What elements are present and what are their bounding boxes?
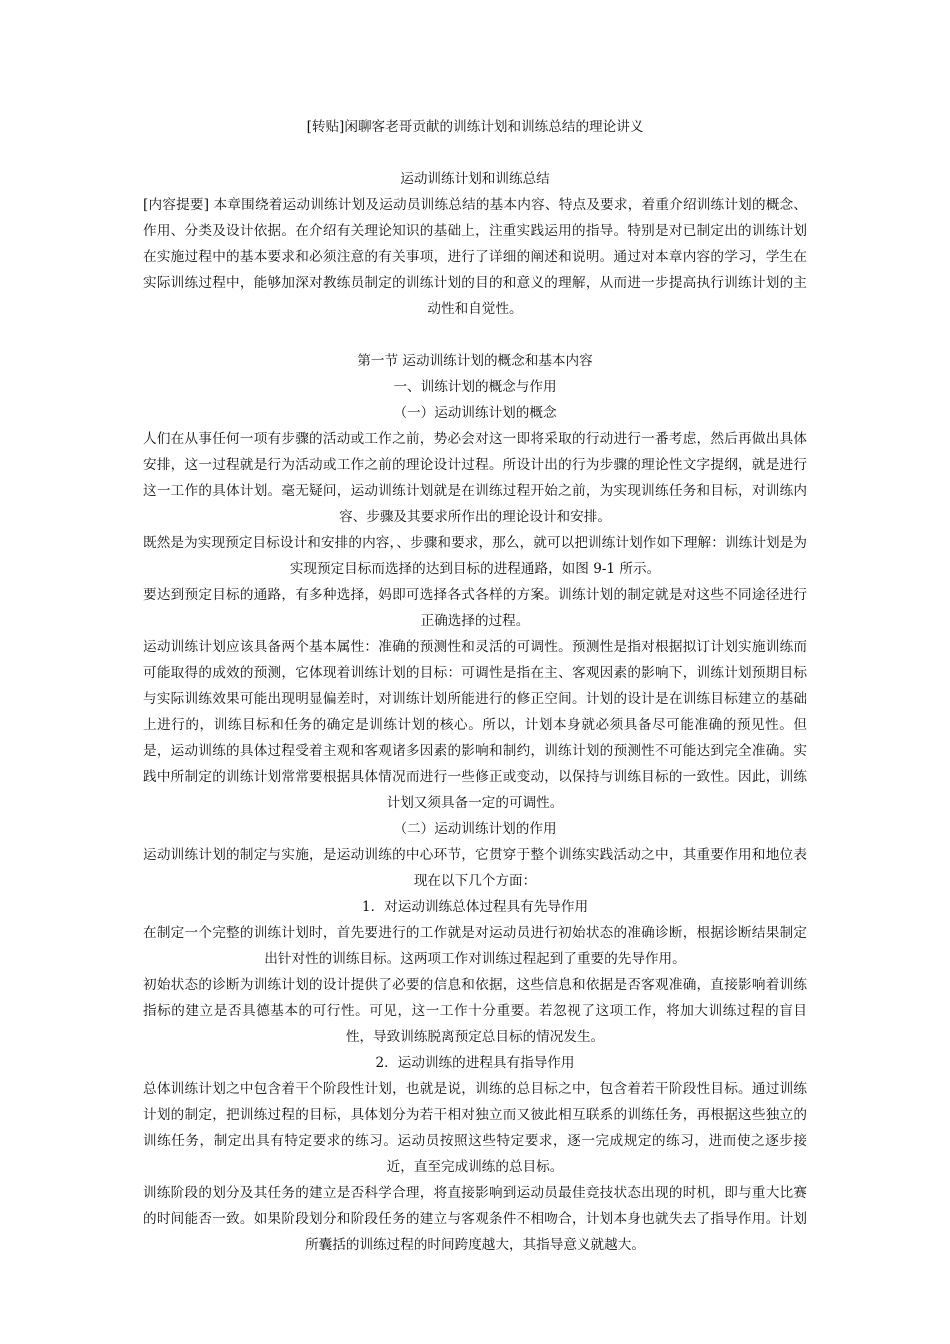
paragraph-5: 运动训练计划的制定与实施，是运动训练的中心环节，它贯穿于整个训练实践活动之中，其重要作用和地位表现在以下几个方面： [143,847,807,889]
paragraph-9: 训练阶段的划分及其任务的建立是否科学合理，将直接影响到运动员最佳竞技状态出现的时机，即与重大比赛的时间能否一致。如果阶段划分和阶段任务的建立与客观条件不相吻合，计划本身也就失去了指导作用。计划所囊括的训练过程的时间跨度越大，其指导意义就越大。 [143,1185,807,1253]
point-heading-1: 1．对运动训练总体过程具有先导作用 [361,899,589,915]
document-title: [转贴]闲聊客老哥贡献的训练计划和训练总结的理论讲义 [306,119,644,135]
paragraph-7: 初始状态的诊断为训练计划的设计提供了必要的信息和依据，这些信息和依据是否客观准确，直接影响着训练指标的建立是否具德基本的可行性。可见，这一工作十分重要。若忽视了这项工作，将加大训练过程的盲目性，导致训练脱离预定总目标的情况发生。 [143,977,807,1045]
paragraph-6: 在制定一个完整的训练计划时，首先要进行的工作就是对运动员进行初始状态的准确诊断，根据诊断结果制定出针对性的训练目标。这两项工作对训练过程起到了重要的先导作用。 [143,925,807,967]
paragraph-3: 要达到预定目标的通路，有多种选择，妈即可选择各式各样的方案。训练计划的制定就是对这些不同途径进行正确选择的过程。 [143,587,807,629]
summary-paragraph: [内容提要] 本章围绕着运动训练计划及运动员训练总结的基本内容、特点及要求，着重介绍训练计划的概念、作用、分类及设计依据。在介绍有关理论知识的基础上，注重实践运用的指导。特别是对已制定出的训练计划在实施过程中的基本要求和必须注意的有关事项，进行了详细的阐述和说明。通过对本章内容的学习，学生在实际训练过程中，能够加深对教练员制定的训练计划的目的和意义的理解，从而进一步提高执行训练计划的主动性和自觉性。 [143,197,807,317]
paragraph-4: 运动训练计划应该具备两个基本属性：准确的预测性和灵活的可调性。预测性是指对根据拟订计划实施训练而可能取得的成效的预测，它体现着训练计划的目标：可调性是指在主、客观因素的影响下，训练计划预期目标与实际训练效果可能出现明显偏差时，对训练计划所能进行的修正空间。计划的设计是在训练目标建立的基础上进行的，训练目标和任务的确定是训练计划的核心。所以，计划本身就必须具备尽可能准确的预见性。但是，运动训练的具体过程受着主观和客观诸多因素的影响和制约，训练计划的预测性不可能达到完全准确。实践中所制定的训练计划常常要根据具体情况而进行一些修正或变动，以保持与训练目标的一致性。因此，训练计划又须具备一定的可调性。 [143,639,807,811]
point-heading-2: 2．运动训练的进程具有指导作用 [375,1055,575,1071]
section-title: 第一节 运动训练计划的概念和基本内容 [357,353,593,369]
subsubsection-heading-1: （一）运动训练计划的概念 [393,405,557,421]
subsection-heading-1: 一、训练计划的概念与作用 [393,379,557,395]
paragraph-2: 既然是为实现预定目标设计和安排的内容，、步骤和要求，那么，就可以把训练计划作如下理解：训练计划是为实现预定目标而选择的达到目标的进程通路，如图 9-1 所示。 [143,535,807,577]
document-body [143,114,807,1258]
subsubsection-heading-2: （二）运动训练计划的作用 [393,821,557,837]
chapter-title: 运动训练计划和训练总结 [400,171,550,187]
paragraph-8: 总体训练计划之中包含着干个阶段性计划，也就是说，训练的总目标之中，包含着若干阶段性目标。通过训练计划的制定，把训练过程的目标，具体划分为若干相对独立而又彼此相互联系的训练任务，再根据这些独立的训练任务，制定出具有特定要求的练习。运动员按照这些特定要求，逐一完成规定的练习，进而使之逐步接近，直至完成训练的总目标。 [143,1081,807,1175]
paragraph-1: 人们在从事任何一项有步骤的活动或工作之前，势必会对这一即将采取的行动进行一番考虑，然后再做出具体安排，这一过程就是行为活动或工作之前的理论设计过程。所设计出的行为步骤的理论性文字提纲，就是进行这一工作的具体计划。毫无疑问，运动训练计划就是在训练过程开始之前，为实现训练任务和目标，对训练内容、步骤及其要求所作出的理论设计和安排。 [143,431,807,525]
